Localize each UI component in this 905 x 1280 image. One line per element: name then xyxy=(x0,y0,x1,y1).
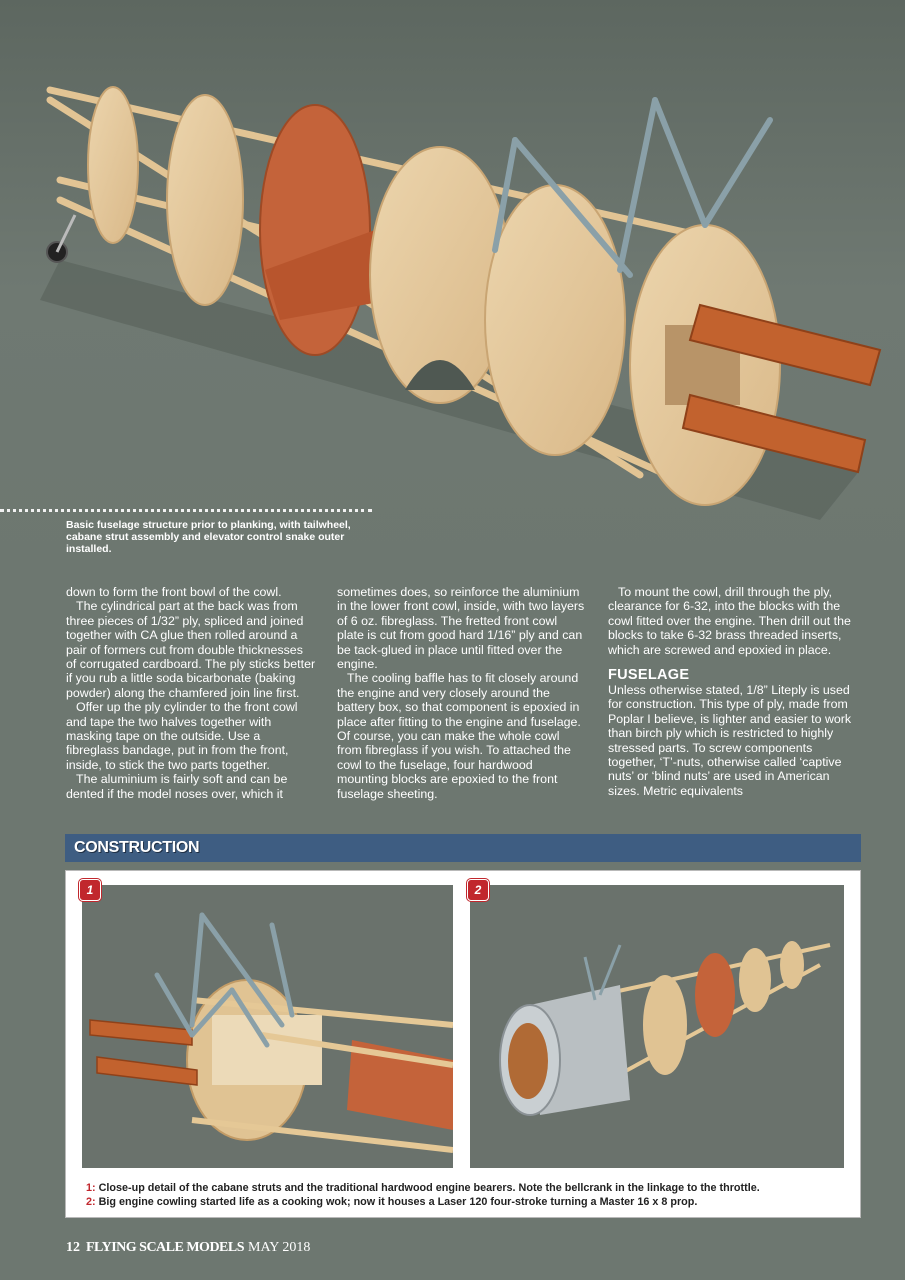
page-number: 12 xyxy=(66,1240,80,1255)
caption-1-number: 1: xyxy=(86,1182,96,1194)
cabane-closeup-illustration xyxy=(82,885,453,1168)
paragraph: The cooling baffle has to fit closely around the engine and very closely around the battery box, so that component is epoxied in place after fitting to the engine and fuselage. Of course, you can make the whole cowl from fibreglass if you wish. To attached the cowl to the fuselage, four hardwood mounting blocks are epoxied to the front fuselage sheeting. xyxy=(337,671,581,801)
section-heading-fuselage: FUSELAGE xyxy=(608,667,690,684)
construction-title: CONSTRUCTION xyxy=(74,839,200,856)
paragraph: To mount the cowl, drill through the ply, clearance for 6-32, into the blocks with the cowl fitted over the engine. Then drill out the blocks to take 6-32 brass threaded inserts, which are screwed and epoxied in place. xyxy=(608,585,851,657)
magazine-name: FLYING SCALE MODELS xyxy=(86,1240,245,1255)
hero-caption: Basic fuselage structure prior to planking, with tailwheel, cabane strut assembly and elevator control snake outer installed. xyxy=(66,519,351,555)
paragraph: sometimes does, so reinforce the aluminium in the lower front cowl, inside, with two layers of 6 oz. fibreglass. The fretted front cowl plate is cut from good hard 1/16” ply and can be tack-glued in place until fitted over the engine. xyxy=(337,585,585,672)
page-footer xyxy=(66,1238,310,1256)
photo-captions xyxy=(86,1182,846,1209)
column-2 xyxy=(337,585,587,801)
photo-panel xyxy=(65,870,861,1218)
paragraph: Offer up the ply cylinder to the front cowl and tape the two halves together with masking tape on the outside. Use a fibreglass bandage, put in from the front, inside, to stick the two parts together. xyxy=(66,700,298,772)
caption-2-text: Big engine cowling started life as a cooking wok; now it houses a Laser 120 four-stroke turning a Master 16 x 8 prop. xyxy=(95,1195,698,1208)
issue-date: MAY 2018 xyxy=(248,1240,311,1255)
cowl-illustration xyxy=(470,885,844,1168)
column-3 xyxy=(608,585,858,798)
article-body xyxy=(66,585,862,817)
column-1 xyxy=(66,585,316,801)
paragraph: The cylindrical part at the back was from three pieces of 1/32” ply, spliced and joined together with CA glue then rolled around a pair of formers cut from double thicknesses of corrugated cardboard. The ply sticks better if you rub a little soda bicarbonate (baking powder) along the chamfered join line first. xyxy=(66,599,316,700)
hero-photo xyxy=(0,0,905,580)
fuselage-photo-illustration xyxy=(0,0,905,580)
caption-2 xyxy=(86,1196,846,1210)
photo-number-2: 2 xyxy=(467,879,489,901)
photo-number-1: 1 xyxy=(79,879,101,901)
paragraph: down to form the front bowl of the cowl. xyxy=(66,585,282,599)
paragraph: Unless otherwise stated, 1/8” Liteply is used for construction. This type of ply, made from Poplar I believe, is lighter and easier to work than birch ply which is restricted to highly stressed parts. To screw components together, ‘T’-nuts, otherwise called ‘captive nuts’ or ‘blind nuts’ are used in American sizes. Metric equivalents xyxy=(608,683,852,798)
caption-2-number: 2: xyxy=(86,1195,96,1208)
photo-engine-cowl xyxy=(470,885,844,1168)
caption-1-text: Close-up detail of the cabane struts and the traditional hardwood engine bearers. Note the bellcrank in the linkage to the throttle. xyxy=(95,1182,760,1194)
construction-banner xyxy=(65,834,861,862)
photo-cabane-struts xyxy=(82,885,453,1168)
caption-dotted-rule xyxy=(0,509,372,512)
caption-1 xyxy=(86,1182,846,1196)
paragraph: The aluminium is fairly soft and can be dented if the model noses over, which it xyxy=(66,772,288,801)
